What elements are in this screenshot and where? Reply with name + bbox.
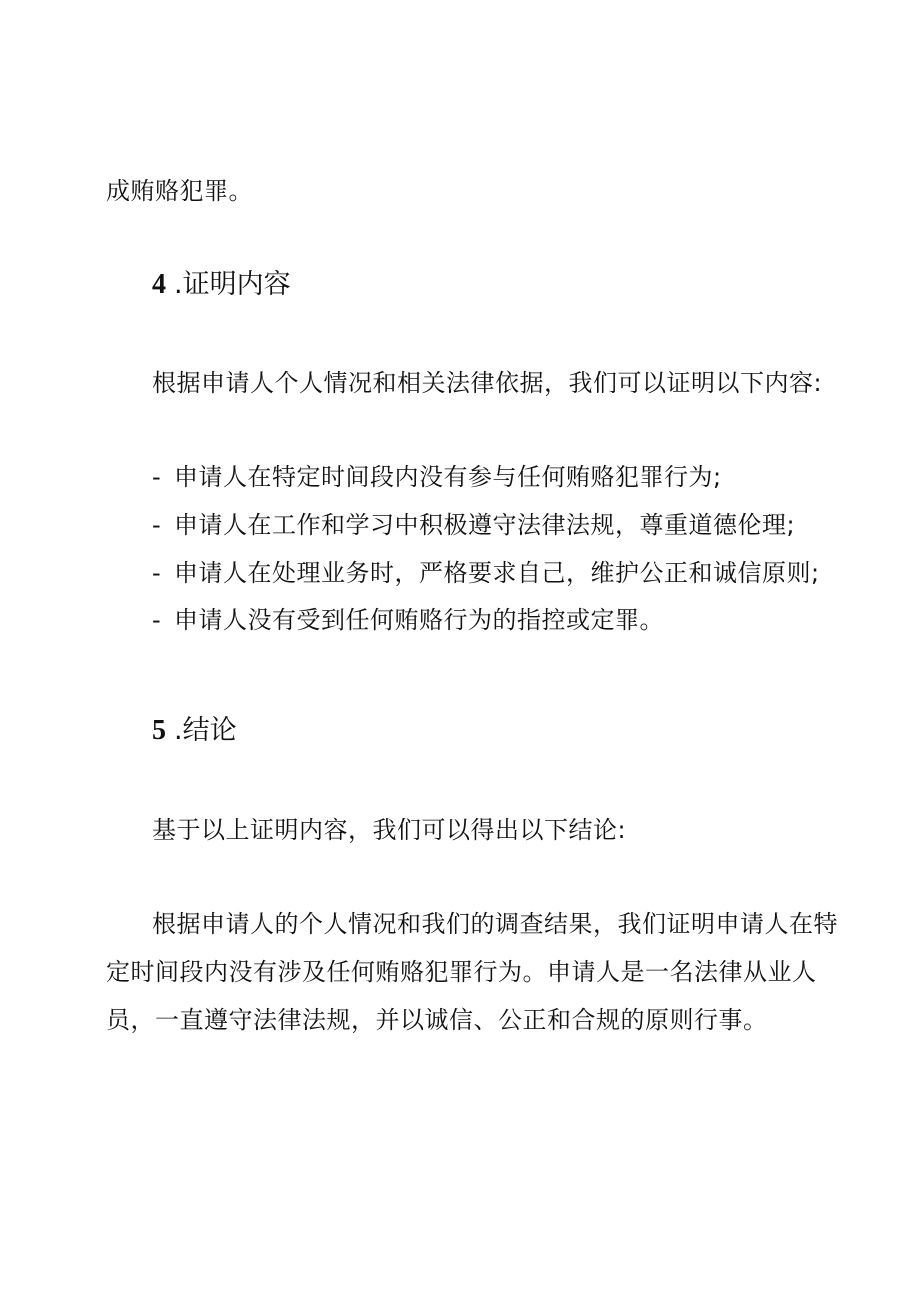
bullet-text: 申请人在工作和学习中积极遵守法律法规，尊重道德伦理; [174,511,796,539]
section-5-title: .结论 [174,715,237,746]
bullet-text: 申请人没有受到任何贿赂行为的指控或定罪。 [174,606,664,634]
bullet-marker: - [152,559,162,587]
bullet-text: 申请人在特定时间段内没有参与任何贿赂犯罪行为; [174,463,722,491]
bullet-item [152,605,664,635]
bullet-text: 申请人在处理业务时，严格要求自己，维护公正和诚信原则; [174,559,820,587]
bullet-marker: - [152,463,162,491]
bullet-item [152,462,722,492]
continuation-text: 成贿赂犯罪。 [106,177,253,205]
section-4-intro: 根据申请人个人情况和相关法律依据，我们可以证明以下内容: [152,369,823,397]
bullet-marker: - [152,606,162,634]
section-5-intro: 基于以上证明内容，我们可以得出以下结论: [152,816,627,844]
conclusion-line-2: 定时间段内没有涉及任何贿赂犯罪行为。申请人是一名法律从业人 [106,958,817,986]
section-4-title: .证明内容 [174,269,291,300]
bullet-item [152,558,820,588]
bullet-item [152,510,795,540]
section-4-heading [152,268,291,302]
conclusion-line-1: 根据申请人的个人情况和我们的调查结果，我们证明申请人在特 [152,910,838,938]
section-4-number: 4 [152,269,166,300]
section-5-number: 5 [152,715,166,746]
section-5-heading [152,714,237,748]
conclusion-line-3: 员，一直遵守法律法规，并以诚信、公正和合规的原则行事。 [106,1006,768,1034]
bullet-marker: - [152,511,162,539]
